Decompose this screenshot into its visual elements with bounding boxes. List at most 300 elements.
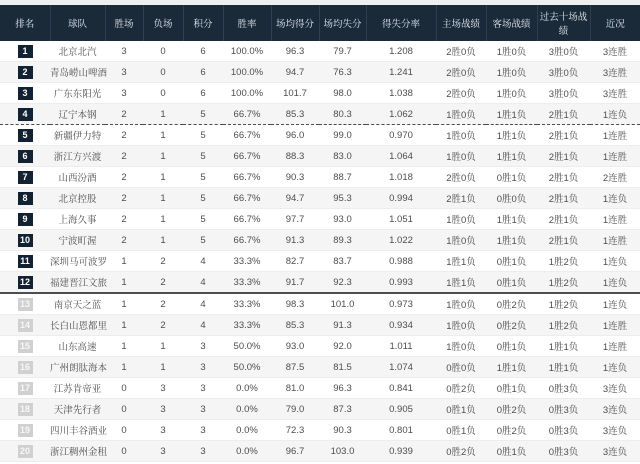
cell-win-pct: 33.3% (233, 276, 261, 288)
cell-last10-record: 2胜1负 (548, 131, 579, 142)
cell-points: 4 (200, 319, 206, 331)
cell-points-against: 95.3 (333, 192, 352, 204)
cell-win-pct: 50.0% (233, 340, 261, 352)
cell-ratio: 0.939 (389, 445, 413, 457)
cell-rank (0, 125, 50, 146)
cell-home-record: 1胜1负 (446, 257, 476, 268)
cell-last10-record: 2胜1负 (548, 152, 579, 163)
cell-streak: 3连胜 (602, 68, 628, 79)
cell-team: 江苏肯帝亚 (53, 384, 102, 395)
cell-team: 北京控股 (58, 194, 97, 205)
cell-points: 5 (200, 150, 206, 162)
cell-streak: 3连胜 (602, 47, 628, 58)
cell-points-against: 76.3 (333, 66, 352, 78)
cell-away-record: 0胜1负 (496, 384, 527, 395)
cell-points: 5 (200, 171, 206, 183)
cell-losses: 2 (160, 276, 166, 288)
cell-points: 4 (200, 255, 206, 267)
cell-points-for: 79.0 (285, 403, 305, 415)
table-row[interactable] (0, 336, 640, 357)
cell-points: 3 (200, 361, 206, 373)
cell-away-record: 0胜1负 (496, 447, 527, 458)
cell-wins: 1 (121, 276, 127, 288)
cell-points-for: 85.3 (285, 319, 305, 331)
cell-wins: 1 (121, 319, 127, 331)
table-row[interactable] (0, 41, 640, 62)
cell-rank (0, 104, 50, 125)
cell-team: 福建晋江文旅 (50, 278, 108, 289)
cell-last10-record: 1胜2负 (548, 321, 579, 332)
cell-losses: 2 (160, 319, 166, 331)
cell-team: 广州朗肽海本 (50, 363, 108, 374)
cell-ratio: 0.841 (389, 382, 413, 394)
cell-team: 北京北汽 (58, 47, 97, 58)
cell-points: 3 (200, 382, 206, 394)
cell-home-record: 1胜1负 (446, 278, 476, 289)
header-wins: 胜场 (105, 5, 143, 41)
cell-home-record: 2胜0负 (446, 89, 476, 100)
standings-body (0, 41, 640, 462)
cell-streak: 3连负 (602, 426, 628, 437)
cell-last10-record: 2胜1负 (548, 194, 579, 205)
cell-rank (0, 420, 50, 441)
cell-points-against: 83.7 (333, 255, 352, 267)
cell-team: 青岛崂山啤酒 (50, 68, 108, 79)
cell-win-pct: 33.3% (233, 255, 261, 267)
cell-rank (0, 336, 50, 357)
header-home-record: 主场战绩 (436, 5, 486, 41)
cell-ratio: 0.993 (389, 276, 413, 288)
cell-streak: 1连负 (602, 278, 628, 289)
cell-wins: 3 (121, 66, 127, 78)
cell-win-pct: 0.0% (236, 445, 258, 457)
cell-team: 辽宁本钢 (58, 110, 97, 121)
table-row[interactable] (0, 83, 640, 104)
cell-rank (0, 293, 50, 315)
cell-rank (0, 272, 50, 294)
table-row[interactable] (0, 357, 640, 378)
cell-losses: 1 (160, 129, 166, 141)
cell-wins: 0 (121, 403, 127, 415)
cell-losses: 1 (160, 108, 166, 120)
cell-losses: 3 (160, 382, 166, 394)
table-row[interactable] (0, 146, 640, 167)
cell-points-for: 85.3 (285, 108, 305, 120)
cell-losses: 3 (160, 403, 166, 415)
cell-rank (0, 230, 50, 251)
cell-rank (0, 441, 50, 462)
cell-away-record: 0胜2负 (496, 405, 527, 416)
header-points: 积分 (183, 5, 223, 41)
cell-ratio: 1.051 (389, 213, 413, 225)
cell-last10-record: 3胜0负 (548, 68, 579, 79)
cell-win-pct: 100.0% (230, 87, 264, 99)
cell-rank (0, 146, 50, 167)
header-rank: 排名 (0, 5, 50, 41)
cell-home-record: 1胜0负 (446, 300, 476, 311)
cell-win-pct: 66.7% (233, 234, 261, 246)
cell-last10-record: 1胜1负 (548, 363, 579, 374)
cell-points-for: 94.7 (285, 66, 305, 78)
cell-points-for: 82.7 (285, 255, 305, 267)
cell-home-record: 1胜0负 (446, 110, 476, 121)
table-row[interactable] (0, 251, 640, 272)
cell-wins: 0 (121, 424, 127, 436)
cell-win-pct: 66.7% (233, 129, 261, 141)
cell-home-record: 1胜0负 (446, 131, 476, 142)
cell-ratio: 0.905 (389, 403, 413, 415)
cell-points-against: 99.0 (333, 129, 352, 141)
cell-losses: 1 (160, 213, 166, 225)
cell-points: 4 (200, 298, 206, 310)
cell-points: 5 (200, 129, 206, 141)
cell-points: 3 (200, 424, 206, 436)
cell-team: 南京天之蓝 (53, 300, 102, 311)
cell-rank (0, 83, 50, 104)
cell-wins: 1 (121, 255, 127, 267)
rank-badge: 18 (18, 403, 33, 416)
cell-win-pct: 66.7% (233, 108, 261, 120)
cell-points-against: 87.3 (333, 403, 352, 415)
cell-win-pct: 0.0% (236, 424, 258, 436)
rank-badge: 15 (18, 340, 33, 353)
cell-wins: 2 (121, 129, 127, 141)
cell-points-for: 91.3 (285, 234, 305, 246)
rank-badge: 5 (18, 129, 33, 142)
table-row[interactable] (0, 230, 640, 251)
cell-home-record: 0胜0负 (446, 363, 476, 374)
table-row[interactable] (0, 420, 640, 441)
cell-ratio: 1.062 (389, 108, 413, 120)
cell-points-for: 90.3 (285, 171, 305, 183)
cell-points: 3 (200, 340, 206, 352)
rank-badge: 19 (18, 424, 33, 437)
table-row[interactable] (0, 399, 640, 420)
cell-rank (0, 357, 50, 378)
cell-losses: 0 (160, 66, 166, 78)
cell-streak: 1连胜 (602, 152, 628, 163)
cell-points-against: 92.0 (333, 340, 352, 352)
cell-last10-record: 2胜1负 (548, 110, 579, 121)
cell-team: 长白山恩都里 (50, 321, 108, 332)
rank-badge: 16 (18, 361, 33, 374)
rank-badge: 1 (18, 45, 33, 58)
cell-away-record: 0胜2负 (496, 426, 527, 437)
cell-away-record: 1胜1负 (496, 215, 527, 226)
header-points-against: 场均失分 (319, 5, 366, 41)
cell-rank (0, 315, 50, 336)
cell-points-against: 80.3 (333, 108, 352, 120)
cell-last10-record: 1胜2负 (548, 278, 579, 289)
cell-team: 宁波町渥 (58, 236, 97, 247)
cell-away-record: 1胜1负 (496, 236, 527, 247)
cell-away-record: 0胜1负 (496, 257, 527, 268)
cell-points-against: 96.3 (333, 382, 352, 394)
cell-losses: 3 (160, 445, 166, 457)
cell-team: 四川丰谷酒业 (50, 426, 108, 437)
cell-wins: 2 (121, 234, 127, 246)
cell-away-record: 0胜1负 (496, 342, 527, 353)
table-row[interactable] (0, 315, 640, 336)
cell-streak: 1连胜 (602, 131, 628, 142)
cell-wins: 0 (121, 382, 127, 394)
cell-home-record: 1胜0负 (446, 321, 476, 332)
cell-ratio: 0.970 (389, 129, 413, 141)
table-row[interactable] (0, 167, 640, 188)
cell-away-record: 0胜2负 (496, 321, 527, 332)
cell-losses: 2 (160, 255, 166, 267)
cell-points-against: 92.3 (333, 276, 352, 288)
cell-home-record: 2胜0负 (446, 68, 476, 79)
cell-rank (0, 209, 50, 230)
cell-points-against: 98.0 (333, 87, 352, 99)
cell-points-against: 91.3 (333, 319, 352, 331)
table-row[interactable] (0, 441, 640, 462)
rank-badge: 10 (18, 234, 33, 247)
cell-team: 新疆伊力特 (53, 131, 102, 142)
cell-wins: 1 (121, 361, 127, 373)
cell-last10-record: 0胜3负 (548, 447, 579, 458)
cell-ratio: 0.801 (389, 424, 413, 436)
cell-last10-record: 2胜1负 (548, 215, 579, 226)
cell-ratio: 1.022 (389, 234, 413, 246)
cell-wins: 0 (121, 445, 127, 457)
cell-wins: 2 (121, 108, 127, 120)
cell-streak: 1连负 (602, 194, 628, 205)
cell-losses: 2 (160, 298, 166, 310)
table-row[interactable] (0, 125, 640, 146)
cell-points-for: 81.0 (285, 382, 305, 394)
cell-ratio: 1.074 (389, 361, 413, 373)
cell-ratio: 0.994 (389, 192, 413, 204)
cell-ratio: 0.973 (389, 298, 413, 310)
cell-wins: 3 (121, 87, 127, 99)
cell-win-pct: 66.7% (233, 213, 261, 225)
cell-team: 浙江方兴渡 (53, 152, 102, 163)
cell-ratio: 1.208 (389, 45, 413, 57)
cell-team: 浙江稠州金租 (50, 447, 108, 458)
cell-ratio: 1.064 (389, 150, 413, 162)
cell-points: 5 (200, 234, 206, 246)
cell-win-pct: 100.0% (230, 45, 264, 57)
cell-losses: 3 (160, 424, 166, 436)
cell-team: 山西汾酒 (58, 173, 97, 184)
rank-badge: 11 (18, 255, 33, 268)
cell-losses: 1 (160, 234, 166, 246)
table-row[interactable] (0, 272, 640, 294)
cell-away-record: 1胜1负 (496, 110, 527, 121)
cell-team: 上海久事 (58, 215, 97, 226)
cell-wins: 2 (121, 213, 127, 225)
cell-points-for: 96.0 (285, 129, 305, 141)
cell-ratio: 0.988 (389, 255, 413, 267)
cell-streak: 1连胜 (602, 321, 628, 332)
cell-ratio: 1.011 (389, 340, 413, 352)
rank-badge: 2 (18, 66, 33, 79)
table-header (0, 5, 640, 41)
cell-last10-record: 2胜1负 (548, 236, 579, 247)
rank-badge: 20 (18, 445, 33, 458)
header-losses: 负场 (143, 5, 183, 41)
cell-away-record: 0胜1负 (496, 173, 527, 184)
rank-badge: 3 (18, 87, 33, 100)
cell-last10-record: 3胜0负 (548, 47, 579, 58)
cell-rank (0, 399, 50, 420)
cell-points: 5 (200, 213, 206, 225)
cell-streak: 1连胜 (602, 215, 628, 226)
rank-badge: 17 (18, 382, 33, 395)
cell-streak: 1连负 (602, 257, 628, 268)
table-row[interactable] (0, 209, 640, 230)
cell-losses: 1 (160, 171, 166, 183)
cell-away-record: 1胜0负 (496, 89, 527, 100)
cell-last10-record: 1胜2负 (548, 257, 579, 268)
cell-home-record: 0胜2负 (446, 447, 476, 458)
cell-away-record: 0胜0负 (496, 194, 527, 205)
cell-home-record: 0胜2负 (446, 384, 476, 395)
table-row[interactable] (0, 188, 640, 209)
cell-home-record: 1胜0负 (446, 215, 476, 226)
cell-home-record: 2胜0负 (446, 173, 476, 184)
cell-losses: 0 (160, 87, 166, 99)
cell-wins: 2 (121, 192, 127, 204)
cell-points-against: 101.0 (330, 298, 355, 310)
cell-points-for: 91.7 (285, 276, 305, 288)
cell-last10-record: 0胜3负 (548, 426, 579, 437)
cell-points-against: 89.3 (333, 234, 352, 246)
table-row[interactable] (0, 293, 640, 315)
cell-last10-record: 0胜3负 (548, 405, 579, 416)
cell-team: 广东东阳光 (53, 89, 102, 100)
header-ratio: 得失分率 (366, 5, 436, 41)
cell-team: 天津先行者 (53, 405, 102, 416)
cell-points: 3 (200, 445, 206, 457)
cell-rank (0, 378, 50, 399)
cell-streak: 3连胜 (602, 89, 628, 100)
cell-team: 山东高速 (58, 342, 97, 353)
cell-ratio: 1.038 (389, 87, 413, 99)
cell-wins: 2 (121, 150, 127, 162)
cell-rank (0, 251, 50, 272)
cell-streak: 1连胜 (602, 342, 628, 353)
cell-points: 5 (200, 192, 206, 204)
cell-last10-record: 3胜0负 (548, 89, 579, 100)
cell-away-record: 1胜1负 (496, 152, 527, 163)
cell-home-record: 0胜1负 (446, 426, 476, 437)
cell-away-record: 0胜1负 (496, 278, 527, 289)
cell-points: 6 (200, 66, 206, 78)
table-row[interactable] (0, 62, 640, 83)
header-win-pct: 胜率 (223, 5, 271, 41)
cell-points: 3 (200, 403, 206, 415)
cell-wins: 1 (121, 298, 127, 310)
cell-points: 4 (200, 276, 206, 288)
cell-home-record: 2胜0负 (446, 47, 476, 58)
cell-win-pct: 33.3% (233, 298, 261, 310)
cell-points-against: 81.5 (333, 361, 352, 373)
cell-home-record: 1胜0负 (446, 342, 476, 353)
rank-badge: 14 (18, 319, 33, 332)
cell-rank (0, 62, 50, 83)
cell-losses: 0 (160, 45, 166, 57)
cell-points-for: 96.3 (285, 45, 305, 57)
header-team: 球队 (50, 5, 105, 41)
cell-streak: 1连负 (602, 300, 628, 311)
cell-wins: 2 (121, 171, 127, 183)
cell-win-pct: 66.7% (233, 192, 261, 204)
cell-streak: 2连胜 (602, 173, 628, 184)
cell-points-for: 94.7 (285, 192, 305, 204)
cell-streak: 1连胜 (602, 236, 628, 247)
cell-away-record: 0胜2负 (496, 300, 527, 311)
cell-losses: 1 (160, 361, 166, 373)
cell-streak: 3连负 (602, 384, 628, 395)
cell-ratio: 1.241 (389, 66, 413, 78)
rank-badge: 12 (18, 276, 33, 289)
cell-away-record: 1胜1负 (496, 363, 527, 374)
cell-win-pct: 50.0% (233, 361, 261, 373)
cell-win-pct: 33.3% (233, 319, 261, 331)
header-last10-record: 过去十场战绩 (537, 5, 590, 41)
cell-win-pct: 66.7% (233, 171, 261, 183)
rank-badge: 6 (18, 150, 33, 163)
cell-home-record: 1胜0负 (446, 152, 476, 163)
cell-points-against: 103.0 (330, 445, 355, 457)
cell-losses: 1 (160, 150, 166, 162)
cell-rank (0, 167, 50, 188)
cell-points-for: 98.3 (285, 298, 305, 310)
cell-home-record: 1胜0负 (446, 236, 476, 247)
cell-win-pct: 66.7% (233, 150, 261, 162)
cell-points-against: 90.3 (333, 424, 352, 436)
table-row[interactable] (0, 378, 640, 399)
cell-wins: 1 (121, 340, 127, 352)
cell-team: 深圳马可波罗 (50, 257, 108, 268)
rank-badge: 7 (18, 171, 33, 184)
cell-last10-record: 1胜1负 (548, 342, 579, 353)
cell-home-record: 0胜1负 (446, 405, 476, 416)
cell-home-record: 2胜1负 (446, 194, 476, 205)
cell-points-against: 79.7 (333, 45, 352, 57)
rank-badge: 4 (18, 108, 33, 121)
cell-last10-record: 2胜1负 (548, 173, 579, 184)
cell-last10-record: 0胜3负 (548, 384, 579, 395)
cell-points-for: 93.0 (285, 340, 305, 352)
cell-points-for: 97.7 (285, 213, 305, 225)
cell-streak: 1连负 (602, 110, 628, 121)
cell-ratio: 1.018 (389, 171, 413, 183)
table-row[interactable] (0, 104, 640, 125)
cell-losses: 1 (160, 340, 166, 352)
cell-points-against: 88.7 (333, 171, 352, 183)
cell-points-against: 93.0 (333, 213, 352, 225)
rank-badge: 8 (18, 192, 33, 205)
cell-points: 6 (200, 45, 206, 57)
cell-away-record: 1胜1负 (496, 131, 527, 142)
cell-away-record: 1胜0负 (496, 47, 527, 58)
cell-last10-record: 1胜2负 (548, 300, 579, 311)
cell-streak: 3连负 (602, 447, 628, 458)
header-away-record: 客场战绩 (486, 5, 537, 41)
cell-losses: 1 (160, 192, 166, 204)
header-points-for: 场均得分 (271, 5, 319, 41)
cell-points-for: 101.7 (283, 87, 307, 99)
cell-win-pct: 100.0% (230, 66, 264, 78)
rank-badge: 9 (18, 213, 33, 226)
cell-points-for: 72.3 (285, 424, 305, 436)
cell-wins: 3 (121, 45, 127, 57)
cell-streak: 1连负 (602, 363, 628, 374)
